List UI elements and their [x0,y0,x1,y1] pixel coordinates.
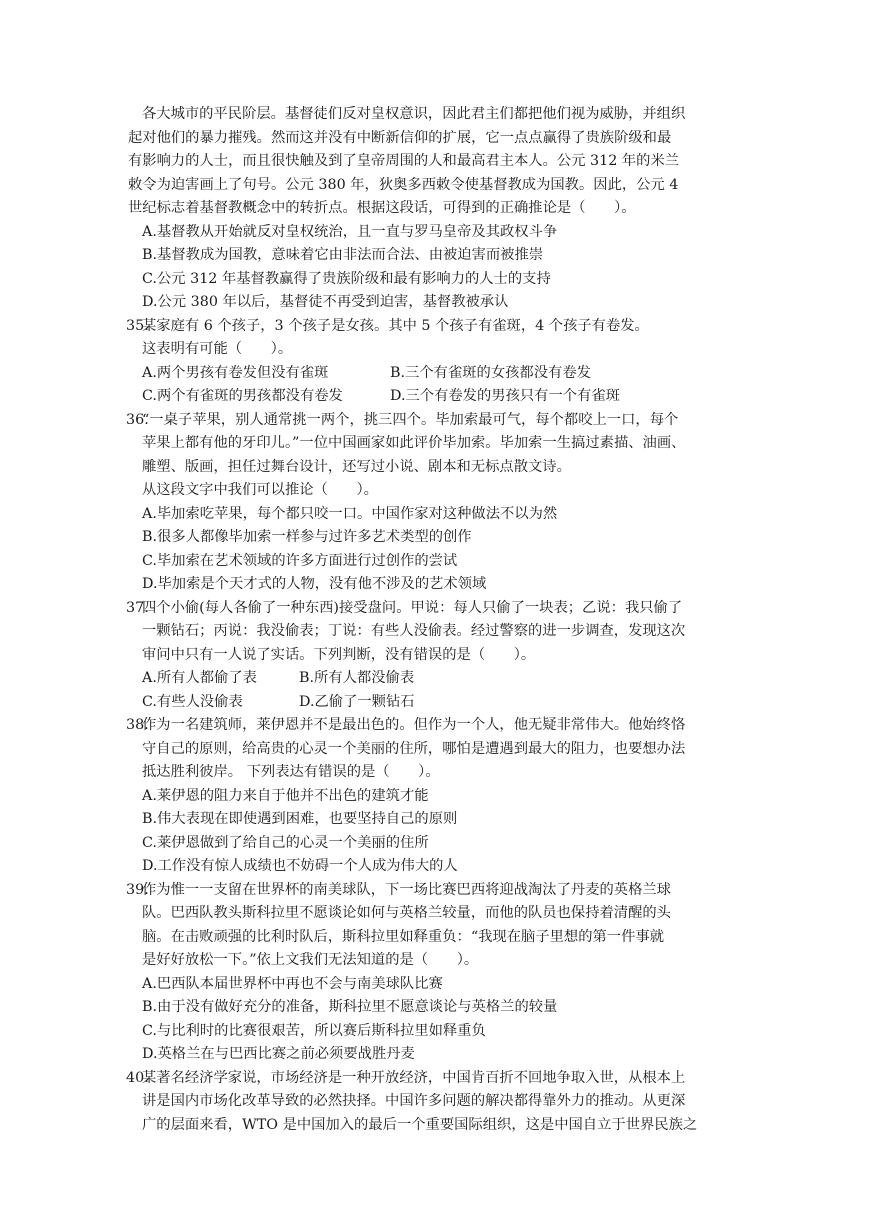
answer-option-c: C.与比利时的比赛很艰苦，所以赛后斯科拉里如释重负 [142,1022,486,1039]
answer-options-row [142,362,743,386]
question-text-line: 队。巴西队教头斯科拉里不愿谈论如何与英格兰较量，而他的队员也保持着清醒的头 [142,905,671,921]
answer-option-a: A.基督教从开始就反对皇权统治，且一直与罗马皇帝及其政权斗争 [142,223,558,240]
question-text-line: 敕令为迫害画上了句号。公元 380 年，狄奥多西敕令使基督教成为国教。因此，公元 4 [128,176,679,193]
answer-options-row [142,691,743,715]
question-text-line: 是好好放松一下。”依上文我们无法知道的是（ ）。 [142,952,479,968]
answer-option-a: A.巴西队本届世界杯中再也不会与南美球队比赛 [142,975,443,992]
question-text-line: 四个小偷(每人各偷了一种东西)接受盘问。甲说：每人只偷了一块表；乙说：我只偷了 [142,599,683,616]
question-text-line: 世纪标志着基督教概念中的转折点。根据这段话，可得到的正确推论是（ ）。 [128,200,636,216]
question-text-line: 某著名经济学家说，市场经济是一种开放经济，中国肯百折不回地争取入世，从根本上 [142,1069,686,1086]
answer-option-d: D.毕加索是个天才式的人物，没有他不涉及的艺术领域 [142,576,487,592]
answer-option-b: B.所有人都没偷表 [299,670,415,686]
question-number: 35. [126,317,149,334]
answer-option-b: B.三个有雀斑的女孩都没有卷发 [390,364,591,381]
answer-option-c: C.两个有雀斑的男孩都没有卷发 [142,388,343,404]
question-number: 36. [126,411,149,428]
question-36 [128,409,743,597]
question-text-line: 作为一名建筑师，莱伊恩并不是最出色的。但作为一个人，他无疑非常伟大。他始终恪 [142,717,686,733]
question-number: 39. [126,881,149,898]
answer-option-a: A.两个男孩有卷发但没有雀斑 [142,364,329,381]
question-text-line: 有影响力的人士，而且很快触及到了皇帝周围的人和最高君主本人。公元 312 年的米兰 [128,153,680,169]
question-text-line: 脑。在击败顽强的比利时队后，斯科拉里如释重负：“我现在脑子里想的第一件事就 [142,928,664,945]
question-39 [128,879,743,1067]
answer-option-d: D.公元 380 年以后，基督徒不再受到迫害，基督教被承认 [142,294,509,310]
question-34-continued [128,103,743,315]
document-body [128,103,743,1137]
question-text-line: 作为惟一一支留在世界杯的南美球队，下一场比赛巴西将迎战淘汰了丹麦的英格兰球 [142,881,671,898]
question-text-line: 一颗钻石；丙说：我没偷表；丁说：有些人没偷表。经过警察的进一步调查，发现这次 [142,623,686,639]
answer-option-a: A.莱伊恩的阻力来自于他并不出色的建筑才能 [142,787,429,804]
answer-option-b: B.基督教成为国教，意味着它由非法而合法、由被迫害而被推崇 [142,247,544,263]
answer-option-c: C.毕加索在艺术领域的许多方面进行过创作的尝试 [142,552,458,569]
question-text-line: 起对他们的暴力摧残。然而这并没有中断新信仰的扩展，它一点点赢得了贵族阶级和最 [128,129,672,146]
question-text-line: 苹果上都有他的牙印儿。”一位中国画家如此评价毕加索。毕加索一生搞过素描、油画、 [142,435,686,451]
answer-option-b: B.由于没有做好充分的准备，斯科拉里不愿意谈论与英格兰的较量 [142,999,558,1015]
answer-option-b: B.伟大表现在即使遇到困难，也要坚持自己的原则 [142,811,458,827]
answer-options-row [142,667,743,691]
answer-option-d: D.三个有卷发的男孩只有一个有雀斑 [390,388,620,404]
answer-option-d: D.工作没有惊人成绩也不妨碍一个人成为伟大的人 [142,858,458,874]
question-text-line: 审问中只有一人说了实话。下列判断，没有错误的是（ ）。 [142,646,536,663]
question-text-line: 从这段文字中我们可以推论（ ）。 [142,482,378,498]
question-text-line: “一桌子苹果，别人通常挑一两个，挑三四个。毕加索最可气，每个都咬上一口，每个 [142,411,679,428]
question-text-line: 雕塑、版画，担任过舞台设计，还写过小说、剧本和无标点散文诗。 [142,458,571,475]
question-40 [128,1067,743,1138]
question-text-line: 讲是国内市场化改革导致的必然抉择。中国许多问题的解决都得靠外力的推动。从更深 [142,1093,686,1109]
question-text-line: 各大城市的平民阶层。基督徒们反对皇权意识，因此君主们都把他们视为威胁，并组织 [142,106,686,122]
question-number: 40. [126,1069,149,1086]
question-37 [128,597,743,715]
question-38 [128,714,743,879]
question-text-line: 广的层面来看，WTO 是中国加入的最后一个重要国际组织，这是中国自立于世界民族之 [142,1116,698,1133]
question-35 [128,315,743,409]
answer-option-c: C.有些人没偷表 [142,693,243,710]
question-text-line: 守自己的原则，给高贵的心灵一个美丽的住所，哪怕是遭遇到最大的阻力，也要想办法 [142,740,686,757]
answer-option-d: D.英格兰在与巴西比赛之前必须要战胜丹麦 [142,1046,415,1062]
answer-option-c: C.莱伊恩做到了给自己的心灵一个美丽的住所 [142,834,429,851]
answer-option-a: A.毕加索吃苹果，每个都只咬一口。中国作家对这种做法不以为然 [142,505,558,522]
question-number: 37. [126,599,149,616]
answer-option-b: B.很多人都像毕加索一样参与过许多艺术类型的创作 [142,529,472,545]
question-text-line: 某家庭有 6 个孩子，3 个孩子是女孩。其中 5 个孩子有雀斑，4 个孩子有卷发。 [142,317,649,334]
answer-option-c: C.公元 312 年基督教赢得了贵族阶级和最有影响力的人士的支持 [142,270,551,287]
answer-option-d: D.乙偷了一颗钻石 [299,693,415,710]
question-text-line: 抵达胜利彼岸。 下列表达有错误的是（ ）。 [142,764,440,780]
question-text-line: 这表明有可能（ ）。 [142,341,293,357]
answer-options-row [142,385,743,409]
question-number: 38. [126,717,149,733]
answer-option-a: A.所有人都偷了表 [142,670,257,686]
